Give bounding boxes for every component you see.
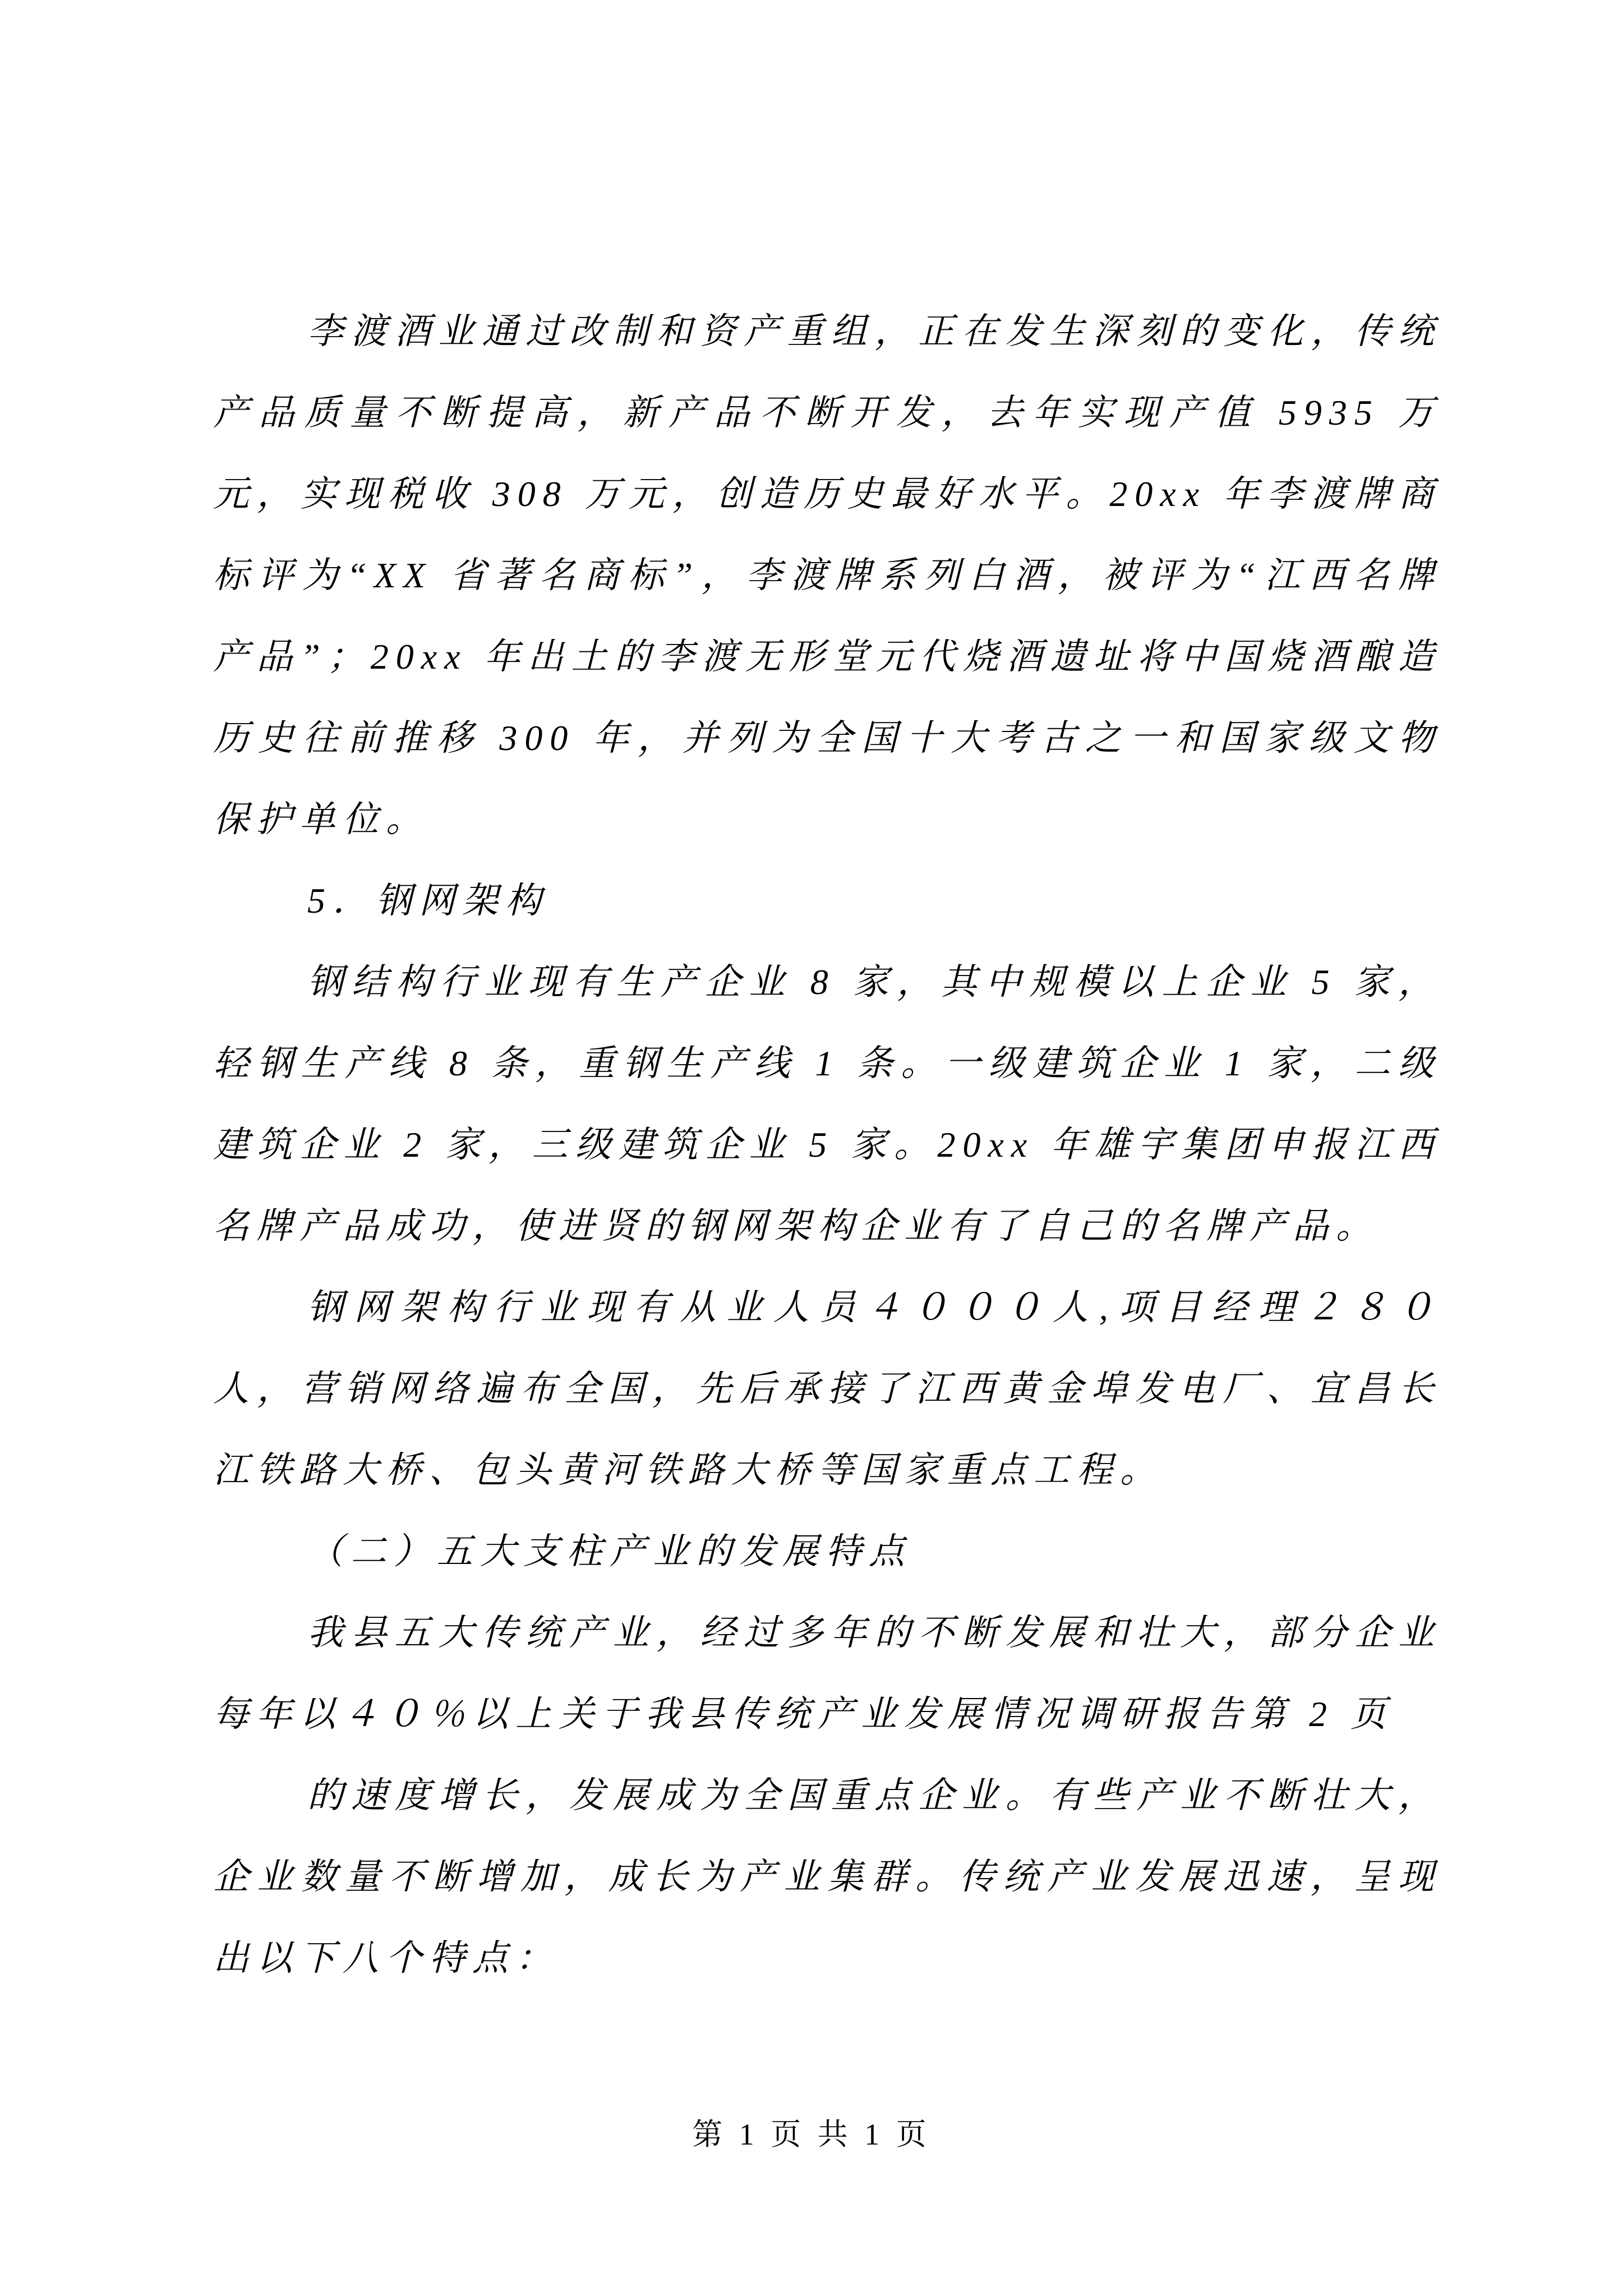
body-paragraph: 钢网架构行业现有从业人员４０００人,项目经理２８０人，营销网络遍布全国，先后承接了江西黄金埠发电厂、宜昌长江铁路大桥、包头黄河铁路大桥等国家重点工程。: [213, 1287, 1441, 1490]
document-body: [213, 291, 1441, 1999]
body-paragraph: 钢结构行业现有生产企业 8 家，其中规模以上企业 5 家，轻钢生产线 8 条，重钢生产线 1 条。一级建筑企业 1 家，二级建筑企业 2 家，三级建筑企业 5 家。20xx 年雄宇集团申报江西名牌产品成功，使进贤的钢网架构企业有了自己的名牌产品。: [213, 962, 1441, 1246]
page-number-footer: 第 1 页 共 1 页: [692, 2118, 931, 2151]
body-paragraph: 我县五大传统产业，经过多年的不断发展和壮大，部分企业每年以４０％以上关于我县传统产业发展情况调研报告第 2 页: [213, 1613, 1441, 1734]
section-heading-two: （二）五大支柱产业的发展特点: [307, 1531, 912, 1571]
section-heading-5: 5．钢网架构: [307, 881, 548, 921]
body-paragraph: 李渡酒业通过改制和资产重组，正在发生深刻的变化，传统产品质量不断提高，新产品不断开发，去年实现产值 5935 万元，实现税收 308 万元，创造历史最好水平。20xx 年李渡牌商标评为“XX 省著名商标”，李渡牌系列白酒，被评为“江西名牌产品”；20xx 年出土的李渡无形堂元代烧酒遗址将中国烧酒酿造历史往前推移 300 年，并列为全国十大考古之一和国家级文物保护单位。: [213, 311, 1441, 839]
body-paragraph: 的速度增长，发展成为全国重点企业。有些产业不断壮大，企业数量不断增加，成长为产业集群。传统产业发展迅速，呈现出以下八个特点：: [213, 1775, 1441, 1978]
